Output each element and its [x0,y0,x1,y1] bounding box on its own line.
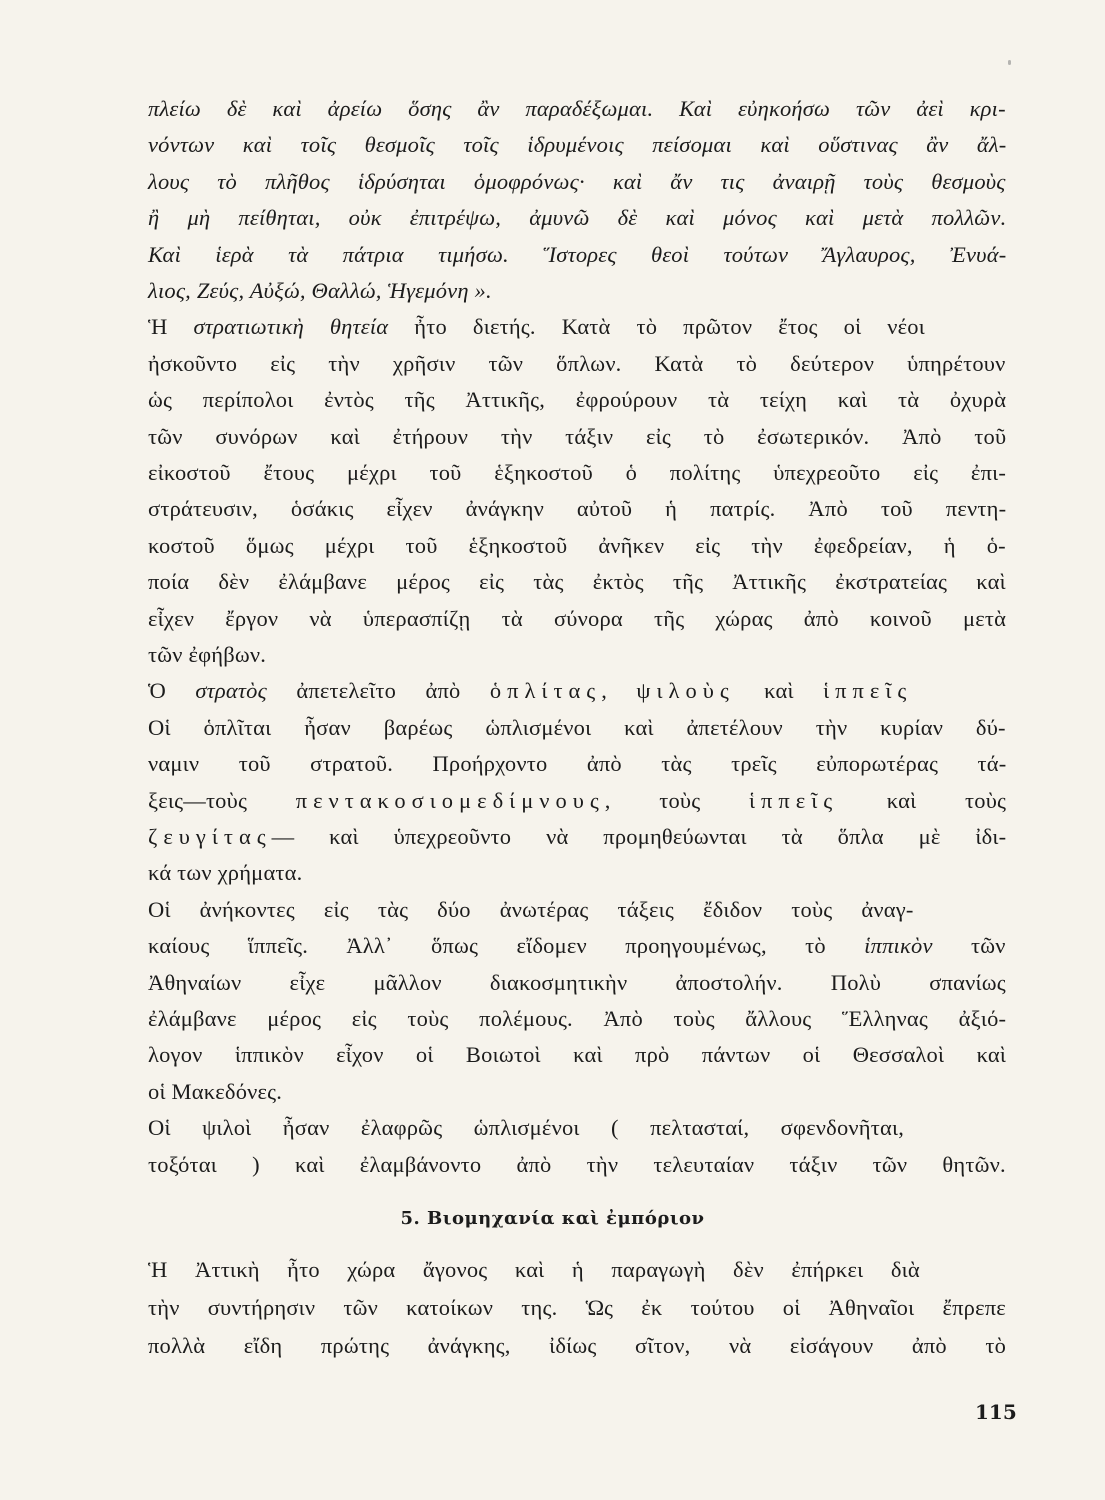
text-span: ἀπετελεῖτο ἀπὸ [266,678,490,704]
text-span: ἱππεῖς [823,678,913,704]
text-line: ὡς περίπολοι ἐντὸς τῆς Ἀττικῆς, ἐφρούρουν τὰ τείχη καὶ τὰ ὀχυρὰ [148,387,1007,413]
text-line: λους τὸ πλῆθος ἱδρύσηται ὁμοφρόνως· καὶ ἄν τις ἀναιρῇ τοὺς θεσμοὺς [148,168,1006,194]
text-span: ἦτο διετής. Κατὰ τὸ πρῶτον ἔτος οἱ νέοι [388,314,926,340]
text-line [148,314,925,340]
text-span: ξεις—τοὺς [148,787,296,813]
text-line: Οἱ ὁπλῖται ἦσαν βαρέως ὡπλισμένοι καὶ ἀπετέλουν τὴν κυρίαν δύ- [148,714,1006,740]
text-line [148,933,1006,959]
text-line: ποία δὲν ἐλάμβανε μέρος εἰς τὰς ἐκτὸς τῆς Ἀττικῆς ἐκστρατείας καὶ [148,569,1006,595]
text-span: , τοὺς [604,787,749,813]
text-line [148,824,1006,850]
text-span: Ὁ [148,678,196,704]
text-line: τοξόται ) καὶ ἐλαμβάνοντο ἀπὸ τὴν τελευταίαν τάξιν τῶν θητῶν. [148,1151,1006,1177]
text-span: ἱππικὸν [864,933,933,959]
text-line: νόντων καὶ τοῖς θεσμοῖς τοῖς ἱδρυμένοις πείσομαι καὶ οὕστινας ἂν ἄλ- [148,132,1007,158]
text-line: ναμιν τοῦ στρατοῦ. Προήρχοντο ἀπὸ τὰς τρεῖς εὐπορωτέρας τά- [148,751,1007,777]
text-line: τῶν ἐφήβων. [148,642,267,667]
text-span: ζευγίτας [148,824,272,849]
text-span: — καὶ ὑπεχρεοῦντο νὰ προμηθεύωνται τὰ ὅπλα μὲ ἰδι- [271,824,1007,849]
speck [1008,60,1011,65]
text-line: λογον ἱππικὸν εἶχον οἱ Βοιωτοὶ καὶ πρὸ πάντων οἱ Θεσσαλοὶ καὶ [148,1042,1007,1068]
text-span: πεντακοσιομεδίμνους [295,787,605,813]
text-line: ἐλάμβανε μέρος εἰς τοὺς πολέμους. Ἀπὸ τοὺς ἄλλους Ἕλληνας ἀξιό- [148,1006,1007,1031]
text-line: Ἀθηναίων εἶχε μᾶλλον διακοσμητικὴν ἀποστολήν. Πολὺ σπανίως [148,969,1006,995]
text-span: τῶν [932,933,1006,959]
text-span: στρατὸς [195,678,267,704]
text-line: Οἱ ψιλοὶ ἦσαν ἐλαφρῶς ὡπλισμένοι ( πελτασταί, σφενδονῆται, [148,1115,905,1141]
text-line: πολλὰ εἴδη πρώτης ἀνάγκης, ἰδίως σῖτον, νὰ εἰσάγουν ἀπὸ τὸ [148,1333,1007,1358]
text-span: καίους ἵππεῖς. Ἀλλ᾿ ὅπως εἴδομεν προηγουμένως, τὸ [148,933,865,959]
text-line: Ἡ Ἀττικὴ ἦτο χώρα ἄγονος καὶ ἡ παραγωγὴ δὲν ἐπήρκει διὰ [148,1257,920,1282]
text-span: καὶ τοὺς [838,787,1007,813]
text-line: λιος, Ζεύς, Αὐξώ, Θαλλώ, Ἡγεμόνη ». [148,278,492,303]
text-line: εἰκοστοῦ ἔτους μέχρι τοῦ ἑξηκοστοῦ ὁ πολίτης ὑπεχρεοῦτο εἰς ἐπι- [148,460,1007,485]
text-span: Ἡ [148,314,194,340]
text-line: ἠσκοῦντο εἰς τὴν χρῆσιν τῶν ὅπλων. Κατὰ τὸ δεύτερον ὑπηρέτουν [148,350,1006,376]
text-line: Καὶ ἱερὰ τὰ πάτρια τιμήσω. Ἵστορες θεοὶ τούτων Ἄγλαυρος, Ἐνυά- [148,241,1007,267]
text-span: ψιλοὺς [636,678,735,704]
text-line: κοστοῦ ὅμως μέχρι τοῦ ἑξηκοστοῦ ἀνῆκεν εἰς τὴν ἐφεδρείαν, ἡ ὁ- [148,532,1006,558]
page-number: 115 [975,1400,1017,1424]
text-line: τὴν συντήρησιν τῶν κατοίκων της. Ὡς ἐκ τούτου οἱ Ἀθηναῖοι ἔπρεπε [148,1295,1006,1320]
text-line [148,788,1006,814]
text-line: τῶν συνόρων καὶ ἐτήρουν τὴν τάξιν εἰς τὸ ἐσωτερικόν. Ἀπὸ τοῦ [148,423,1007,449]
text-span: ὁπλίτας [489,678,602,704]
text-line: ἢ μὴ πείθηται, οὐκ ἐπιτρέψω, ἀμυνῶ δὲ καὶ μόνος καὶ μετὰ πολλῶν. [148,205,1007,231]
text-span: , [601,678,637,704]
text-line: πλείω δὲ καὶ ἀρείω ὅσης ἂν παραδέξωμαι. Καὶ εὐηκοήσω τῶν ἀεὶ κρι- [148,96,1006,121]
text-line [148,678,912,704]
text-line: Οἱ ἀνήκοντες εἰς τὰς δύο ἀνωτέρας τάξεις ἔδιδον τοὺς ἀναγ- [148,896,914,922]
text-line: εἶχεν ἔργον νὰ ὑπερασπίζῃ τὰ σύνορα τῆς χώρας ἀπὸ κοινοῦ μετὰ [148,605,1007,631]
text-span: καὶ [734,678,824,704]
section-heading: 5. Βιομηχανία καὶ ἐμπόριον [400,1208,705,1229]
text-line: οἱ Μακεδόνες. [148,1078,283,1104]
text-line: κά των χρήματα. [148,860,303,886]
text-line: στράτευσιν, ὁσάκις εἶχεν ἀνάγκην αὐτοῦ ἡ πατρίς. Ἀπὸ τοῦ πεντη- [148,496,1007,522]
text-span: ἱππεῖς [748,787,839,813]
text-span: στρατιωτικὴ θητεία [193,314,389,340]
